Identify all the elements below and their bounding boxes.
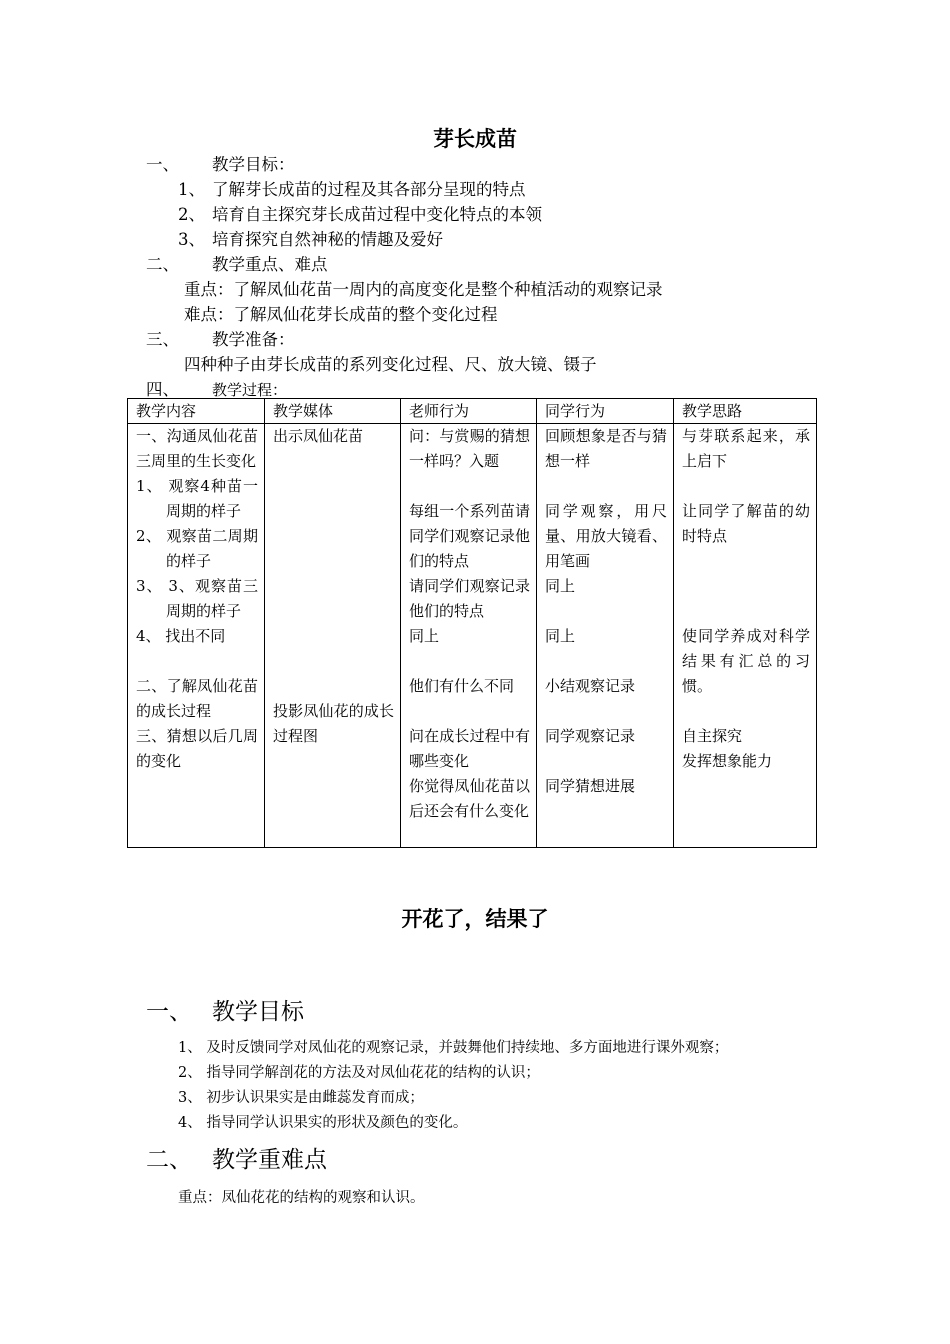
table-header-cell: 教学媒体 xyxy=(265,399,401,424)
media-item: 出示凤仙花苗 xyxy=(273,427,364,445)
goal-item: 4、 指导同学认识果实的形状及颜色的变化。 xyxy=(178,1115,468,1131)
idea-item: 使同学养成对科学结果有汇总的习惯。 xyxy=(682,627,810,695)
idea-item: 让同学了解苗的幼时特点 xyxy=(682,502,810,545)
difficult-point: 难点：了解凤仙花芽长成苗的整个变化过程 xyxy=(184,305,498,324)
idea-item: 与芽联系起来，承上启下 xyxy=(682,427,810,470)
section-heading-process xyxy=(146,376,287,400)
heading-number: 二、 xyxy=(146,255,179,274)
table-header-row xyxy=(128,399,817,424)
student-item: 同学猜想进展 xyxy=(545,777,636,795)
goal-text: 培育自主探究芽长成苗过程中变化特点的本领 xyxy=(212,205,542,224)
table-row xyxy=(128,424,817,848)
student-item: 小结观察记录 xyxy=(545,677,636,695)
key-point-2: 重点：凤仙花花的结构的观察和认识。 xyxy=(178,1190,425,1206)
heading-text: 教学重点、难点 xyxy=(212,255,328,274)
table-header-cell: 同学行为 xyxy=(537,399,674,424)
goal-item: 1、 及时反馈同学对凤仙花的观察记录，并鼓舞他们持续地、多方面地进行课外观察； xyxy=(178,1040,729,1056)
teacher-item: 你觉得凤仙花苗以后还会有什么变化 xyxy=(409,777,530,820)
teacher-item: 问在成长过程中有哪些变化 xyxy=(409,727,530,770)
student-cell xyxy=(537,424,674,848)
content-item: 一、沟通凤仙花苗三周里的生长变化 xyxy=(136,427,258,470)
heading-text: 教学目标 xyxy=(212,999,304,1025)
goal-number: 1、 xyxy=(178,180,205,199)
media-cell xyxy=(265,424,401,848)
goal-text: 培育探究自然神秘的情趣及爱好 xyxy=(212,230,443,249)
content-item: 二、了解凤仙花苗的成长过程 xyxy=(136,677,258,720)
heading-number: 四、 xyxy=(146,380,179,399)
goal-item xyxy=(178,176,526,200)
student-item: 同学观察，用尺量、用放大镜看、用笔画 xyxy=(545,502,667,570)
idea-cell xyxy=(674,424,817,848)
heading-text: 教学准备： xyxy=(212,330,295,349)
heading-number: 二、 xyxy=(146,1147,192,1173)
goal-number: 3、 xyxy=(178,230,205,249)
table-header-cell: 教学内容 xyxy=(128,399,265,424)
idea-item: 自主探究 xyxy=(682,727,743,745)
goal-text: 了解芽长成苗的过程及其各部分呈现的特点 xyxy=(212,180,526,199)
goal-item: 3、 初步认识果实是由雌蕊发育而成； xyxy=(178,1090,424,1106)
student-item: 同上 xyxy=(545,627,576,645)
heading-number: 一、 xyxy=(146,999,192,1025)
teacher-item: 请同学们观察记录他们的特点 xyxy=(409,577,530,620)
content-item: 3、 3、观察苗三周期的样子 xyxy=(136,577,258,620)
idea-item: 发挥想象能力 xyxy=(682,752,773,770)
key-point: 重点：了解凤仙花苗一周内的高度变化是整个种植活动的观察记录 xyxy=(184,280,663,299)
heading-text: 教学目标： xyxy=(212,155,295,174)
teacher-item: 同上 xyxy=(409,627,440,645)
content-item: 2、 观察苗二周期的样子 xyxy=(136,527,258,570)
heading-text: 教学重难点 xyxy=(212,1147,327,1173)
content-item: 三、猜想以后几周的变化 xyxy=(136,727,258,770)
heading-number: 一、 xyxy=(146,155,179,174)
teacher-cell xyxy=(401,424,537,848)
student-item: 回顾想象是否与猜想一样 xyxy=(545,427,667,470)
section-heading-focus xyxy=(146,251,328,275)
table-header-cell: 老师行为 xyxy=(401,399,537,424)
table-header-cell: 教学思路 xyxy=(674,399,817,424)
goal-item xyxy=(178,201,542,225)
lesson-title-2: 开花了，结果了 xyxy=(401,907,549,931)
student-item: 同学观察记录 xyxy=(545,727,636,745)
goal-item xyxy=(178,226,443,250)
heading-number: 三、 xyxy=(146,330,179,349)
content-item: 4、 找出不同 xyxy=(136,627,226,645)
media-item: 投影凤仙花的成长过程图 xyxy=(273,702,394,745)
teacher-item: 问：与赏赐的猜想一样吗？入题 xyxy=(409,427,530,470)
lesson-title: 芽长成苗 xyxy=(433,127,517,151)
goal-item: 2、 指导同学解剖花的方法及对凤仙花花的结构的认识； xyxy=(178,1065,540,1081)
content-item: 1、 观察4种苗一周期的样子 xyxy=(136,477,258,520)
teacher-item: 每组一个系列苗请同学们观察记录他们的特点 xyxy=(409,502,530,570)
content-cell xyxy=(128,424,265,848)
section2-heading-goals xyxy=(146,993,304,1026)
teaching-process-table xyxy=(127,398,817,848)
section-heading-preparation xyxy=(146,326,295,350)
heading-text: 教学过程： xyxy=(212,381,288,399)
section2-heading-focus xyxy=(146,1141,327,1174)
section-heading-goals xyxy=(146,151,295,175)
teacher-item: 他们有什么不同 xyxy=(409,677,515,695)
goal-number: 2、 xyxy=(178,205,205,224)
preparation-materials: 四种种子由芽长成苗的系列变化过程、尺、放大镜、镊子 xyxy=(184,355,597,374)
student-item: 同上 xyxy=(545,577,576,595)
